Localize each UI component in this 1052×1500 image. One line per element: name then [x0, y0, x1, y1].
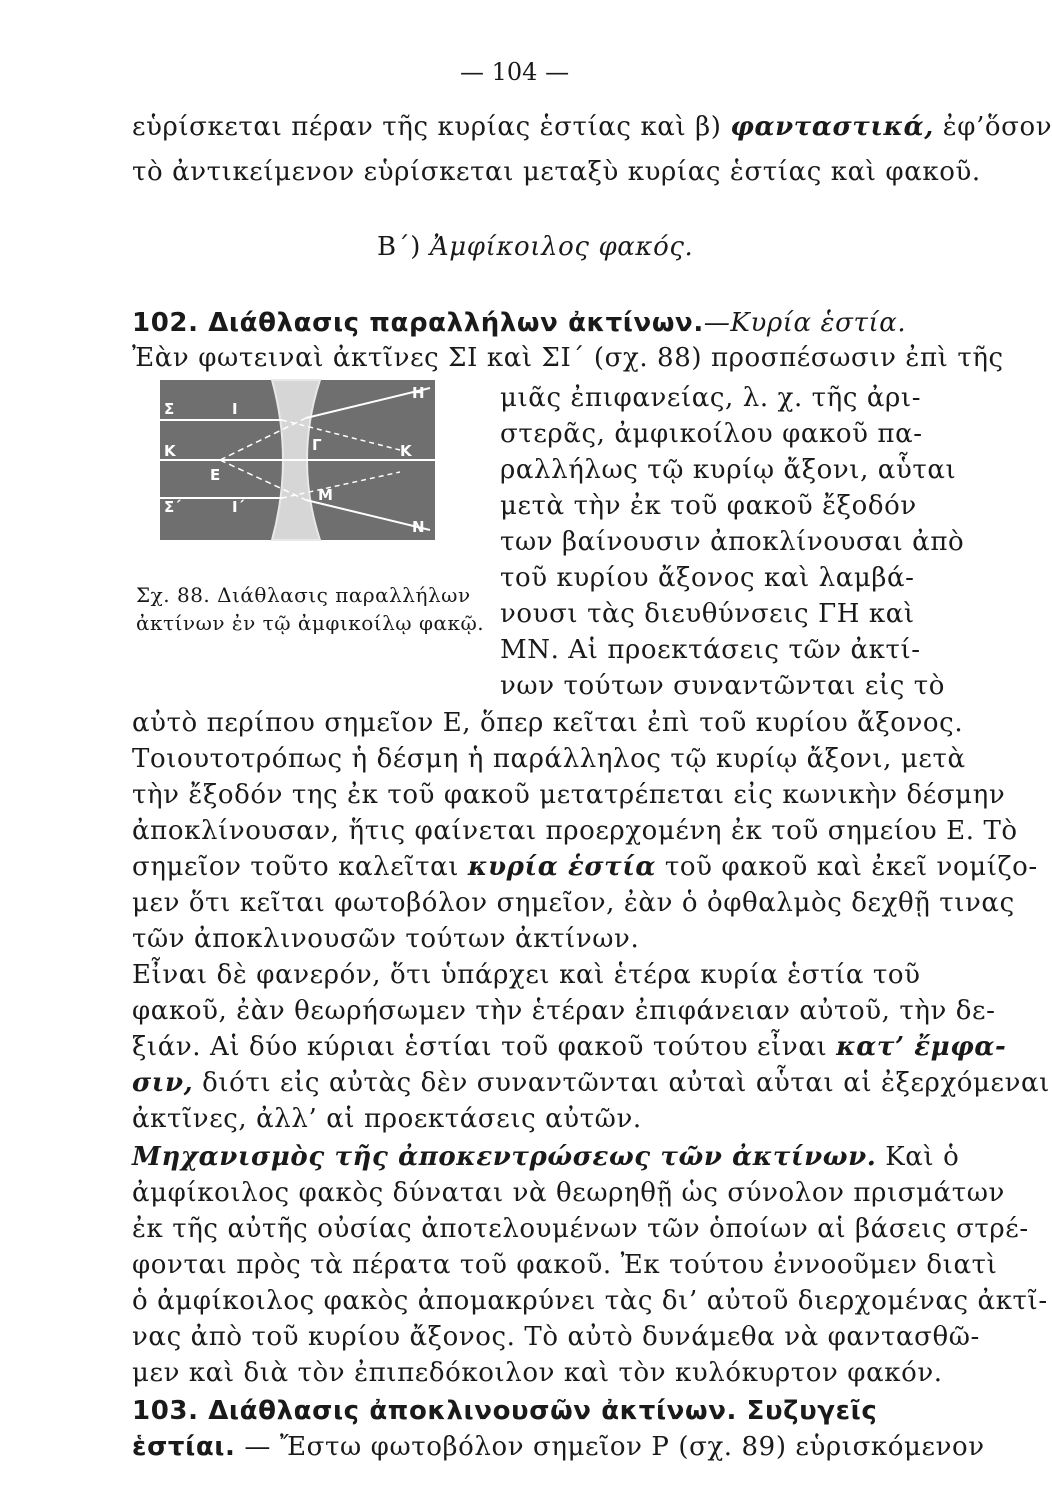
text-line: ὁ ἀμφίκοιλος φακὸς ἀπομακρύνει τὰς δι’ αὐτοῦ διερχομένας ἀκτῖ- — [132, 1286, 1048, 1316]
figure-label: Ν — [412, 518, 425, 536]
figure-label: Κ — [400, 442, 412, 460]
section-103-title: 103. Διάθλασις ἀποκλινουσῶν ἀκτίνων. Συζυγεῖς — [132, 1396, 878, 1426]
text-line: μιᾶς ἐπιφανείας, λ. χ. τῆς ἀρι- — [500, 383, 922, 413]
text-line: φονται πρὸς τὰ πέρατα τοῦ φακοῦ. Ἐκ τούτου ἐννοοῦμεν διατὶ — [132, 1250, 998, 1280]
text-line: σημεῖον τοῦτο καλεῖται κυρία ἑστία τοῦ φακοῦ καὶ ἐκεῖ νομίζο- — [132, 852, 1038, 882]
lens-diagram — [160, 380, 435, 540]
text-line: ξιάν. Αἱ δύο κύριαι ἑστίαι τοῦ φακοῦ τούτου εἶναι κατ’ ἔμφα- — [132, 1032, 1007, 1062]
text-line: Μηχανισμὸς τῆς ἀποκεντρώσεως τῶν ἀκτίνων. Καὶ ὁ — [132, 1142, 960, 1172]
text-line: τῶν ἀποκλινουσῶν τούτων ἀκτίνων. — [132, 924, 640, 954]
text-line: στερᾶς, ἀμφικοίλου φακοῦ πα- — [500, 419, 923, 449]
text-line: μεν ὅτι κεῖται φωτοβόλον σημεῖον, ἐὰν ὁ ὀφθαλμὸς δεχθῇ τινας — [132, 888, 1015, 918]
text-line: ἐκ τῆς αὐτῆς οὐσίας ἀποτελουμένων τῶν ὁποίων αἱ βάσεις στρέ- — [132, 1214, 1029, 1244]
text-line: ΜΝ. Αἱ προεκτάσεις τῶν ἀκτί- — [500, 635, 921, 665]
text-line: ἀμφίκοιλος φακὸς δύναται νὰ θεωρηθῇ ὡς σύνολον πρισμάτων — [132, 1178, 1005, 1208]
figure-label: Σ — [164, 400, 175, 418]
figure-caption: ἀκτίνων ἐν τῷ ἀμφικοίλῳ φακῷ. — [136, 611, 485, 635]
text-line: Ἐὰν φωτειναὶ ἀκτῖνες ΣΙ καὶ ΣΙ΄ (σχ. 88) προσπέσωσιν ἐπὶ τῆς — [132, 343, 1004, 373]
text-line: τὴν ἔξοδόν της ἐκ τοῦ φακοῦ μετατρέπεται εἰς κωνικὴν δέσμην — [132, 780, 1006, 810]
text-line: Τοιουτοτρόπως ἡ δέσμη ἡ παράλληλος τῷ κυρίῳ ἄξονι, μετὰ — [132, 744, 966, 774]
text-line: ραλλήλως τῷ κυρίῳ ἄξονι, αὗται — [500, 455, 957, 485]
text-line: ἑστίαι. — Ἔστω φωτοβόλον σημεῖον Ρ (σχ. 89) εὑρισκόμενον — [132, 1432, 985, 1462]
figure-label: Μ — [318, 486, 333, 504]
figure-label: Ι — [232, 400, 238, 418]
text-line: μεν καὶ διὰ τὸν ἐπιπεδόκοιλον καὶ τὸν κυλόκυρτον φακόν. — [132, 1358, 943, 1388]
text-line: ἀποκλίνουσαν, ἥτις φαίνεται προερχομένη ἐκ τοῦ σημείου Ε. Τὸ — [132, 816, 1018, 846]
section-102-title: 102. Διάθλασις παραλλήλων ἀκτίνων.—Κυρία ἑστία. — [132, 308, 907, 338]
text-line: αὐτὸ περίπου σημεῖον Ε, ὅπερ κεῖται ἐπὶ τοῦ κυρίου ἄξονος. — [132, 708, 964, 738]
figure-label: Γ — [312, 436, 322, 454]
text-line: ἀκτῖνες, ἀλλ’ αἱ προεκτάσεις αὐτῶν. — [132, 1104, 642, 1134]
figure-caption: Σχ. 88. Διάθλασις παραλλήλων — [136, 583, 471, 607]
figure-label: Ε — [210, 466, 221, 484]
figure-label: Ι΄ — [232, 498, 245, 516]
text-line: τὸ ἀντικείμενον εὑρίσκεται μεταξὺ κυρίας ἑστίας καὶ φακοῦ. — [132, 157, 981, 187]
text-line: νας ἀπὸ τοῦ κυρίου ἄξονος. Τὸ αὐτὸ δυνάμεθα νὰ φαντασθῶ- — [132, 1322, 980, 1352]
page-number: — 104 — — [460, 58, 570, 86]
text-line: φακοῦ, ἐὰν θεωρήσωμεν τὴν ἑτέραν ἐπιφάνειαν αὐτοῦ, τὴν δε- — [132, 996, 996, 1026]
text-line: τοῦ κυρίου ἄξονος καὶ λαμβά- — [500, 563, 915, 593]
text-line: μετὰ τὴν ἐκ τοῦ φακοῦ ἔξοδόν — [500, 491, 917, 521]
figure-label: Κ — [164, 442, 176, 460]
text-line: σιν, διότι εἰς αὐτὰς δὲν συναντῶνται αὐταὶ αὗται αἱ ἐξερχόμεναι — [132, 1068, 1050, 1098]
figure-label: Η — [412, 384, 425, 402]
text-line: εὑρίσκεται πέραν τῆς κυρίας ἑστίας καὶ β) φανταστικά, ἐφ’ὅσον — [132, 112, 1052, 142]
text-line: Εἶναι δὲ φανερόν, ὅτι ὑπάρχει καὶ ἑτέρα κυρία ἑστία τοῦ — [132, 960, 921, 990]
text-line: νων τούτων συναντῶνται εἰς τὸ — [500, 671, 946, 701]
text-line: των βαίνουσιν ἀποκλίνουσαι ἀπὸ — [500, 527, 965, 557]
figure-label: Σ΄ — [164, 498, 181, 516]
text-line: νουσι τὰς διευθύνσεις ΓΗ καὶ — [500, 599, 915, 629]
section-heading: Β΄) Ἀμφίκοιλος φακός. — [377, 232, 694, 262]
